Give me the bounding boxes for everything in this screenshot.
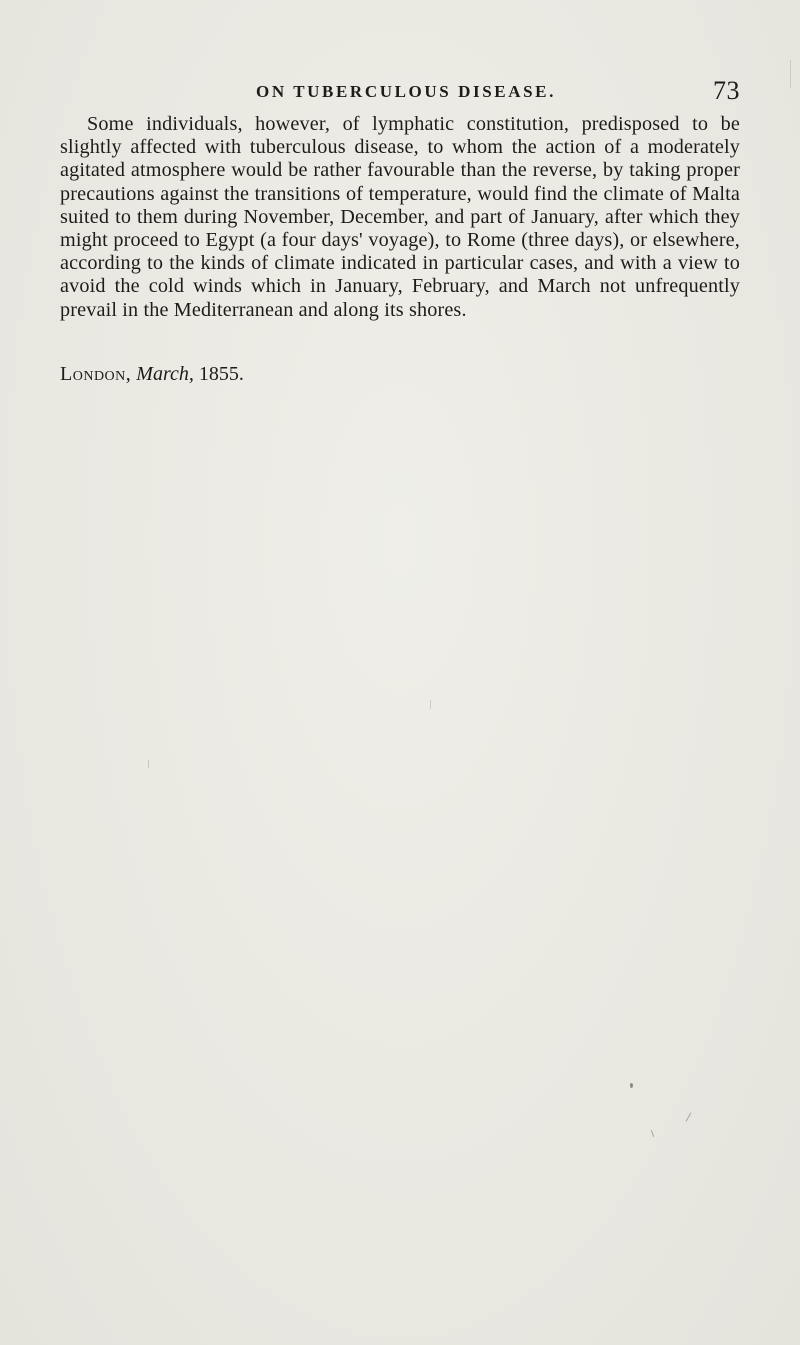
signoff-month: March,	[136, 363, 194, 385]
scan-hair	[686, 1112, 692, 1121]
signoff	[60, 363, 244, 386]
running-title: ON TUBERCULOUS DISEASE.	[256, 82, 556, 101]
body-paragraph: Some individuals, however, of lymphatic constitution, predisposed to be slightly affected with tuberculous disease, to whom the action of a moderately agitated atmosphere would be rather favourable than the reverse, by taking proper precautions against the transitions of temperature, would find the climate of Malta suited to them during November, December, and part of January, after which they might proceed to Egypt (a four days' voyage), to Rome (three days), or elsewhere, according to the kinds of climate indicated in particular cases, and with a view to avoid the cold winds which in January, February, and March not unfrequently prevail in the Mediterranean and along its shores.	[60, 113, 740, 321]
signoff-place: London,	[60, 363, 132, 385]
signoff-year: 1855.	[198, 363, 244, 385]
scan-hair	[790, 60, 791, 88]
scan-hair	[430, 700, 431, 709]
page-number: 73	[713, 76, 740, 105]
scan-hair	[148, 760, 149, 768]
running-head	[60, 76, 746, 106]
scan-hair	[651, 1130, 654, 1137]
scan-speck	[630, 1083, 633, 1088]
